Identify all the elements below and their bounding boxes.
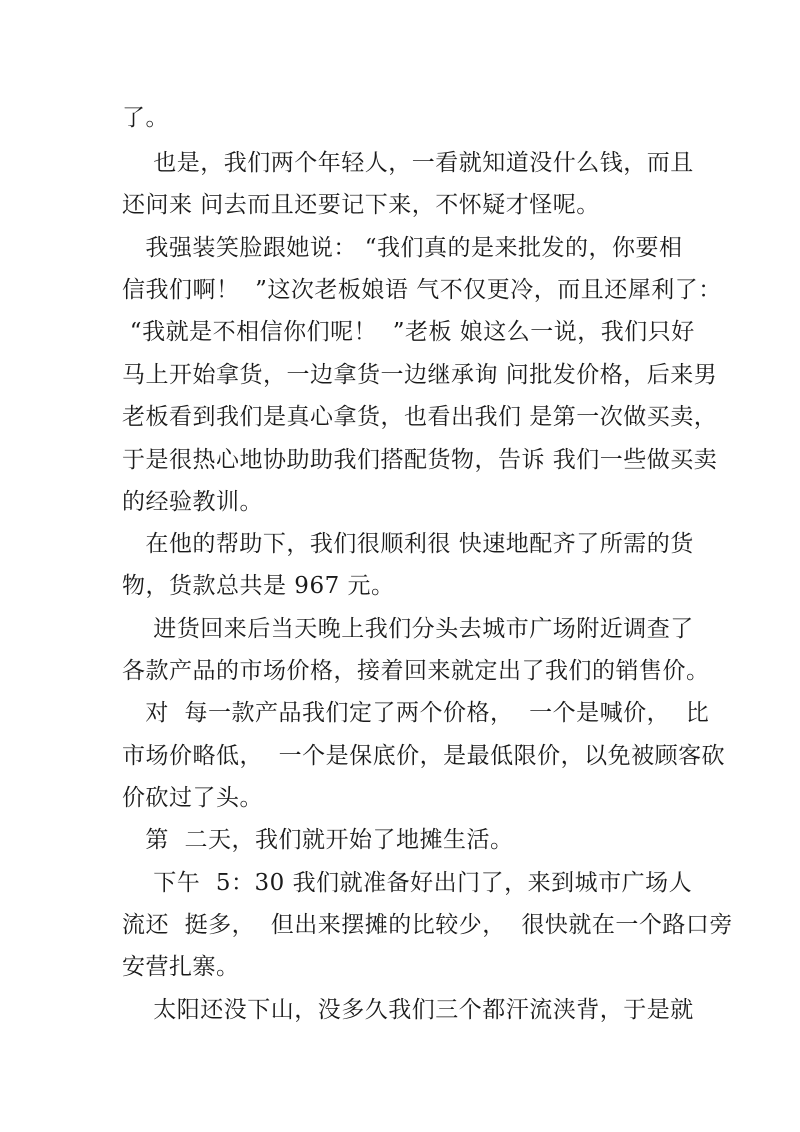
- text-line: 在他的帮助下，我们很顺利很 快速地配齐了所需的货: [122, 531, 694, 557]
- text-line: 安营扎寨。: [122, 954, 240, 980]
- text-line: 于是很热心地协助助我们搭配货物，告诉 我们一些做买卖: [122, 447, 718, 473]
- text-line: 的经验教训。: [122, 489, 263, 515]
- text-line: 进货回来后当天晚上我们分头去城市广场附近调查了: [122, 616, 694, 642]
- text-line: 流还 挺多， 但出来摆摊的比较少， 很快就在一个路口旁: [122, 912, 733, 938]
- text-line: 信我们啊！ ”这次老板娘语 气不仅更冷，而且还犀利了：: [122, 277, 722, 303]
- text-line: 太阳还没下山，没多久我们三个都汗流浃背，于是就: [122, 997, 694, 1023]
- text-line: 第 二天，我们就开始了地摊生活。: [122, 827, 514, 853]
- text-line: 马上开始拿货，一边拿货一边继承询 问批发价格，后来男: [122, 362, 718, 388]
- text-line: 还问来 问去而且还要记下来，不怀疑才怪呢。: [122, 192, 600, 218]
- text-line: 价砍过了头。: [122, 785, 263, 811]
- text-line: 市场价略低， 一个是保底价，是最低限价，以免被顾客砍: [122, 743, 726, 769]
- text-line: 对 每一款产品我们定了两个价格， 一个是喊价， 比: [122, 700, 710, 726]
- text-line: 也是，我们两个年轻人，一看就知道没什么钱，而且: [122, 150, 694, 176]
- text-line: 老板看到我们是真心拿货，也看出我们 是第一次做买卖，: [122, 404, 718, 430]
- text-line: 各款产品的市场价格，接着回来就定出了我们的销售价。: [122, 658, 710, 684]
- text-line: 了。: [122, 105, 169, 131]
- text-line: 物，货款总共是 967 元。: [122, 573, 395, 599]
- text-line: “我就是不相信你们呢！ ”老板 娘这么一说，我们只好: [122, 319, 695, 345]
- text-line: 我强装笑脸跟她说： “我们真的是来批发的，你要相: [122, 235, 683, 261]
- text-line: 下午 5：30 我们就准备好出门了，来到城市广场人: [122, 870, 693, 896]
